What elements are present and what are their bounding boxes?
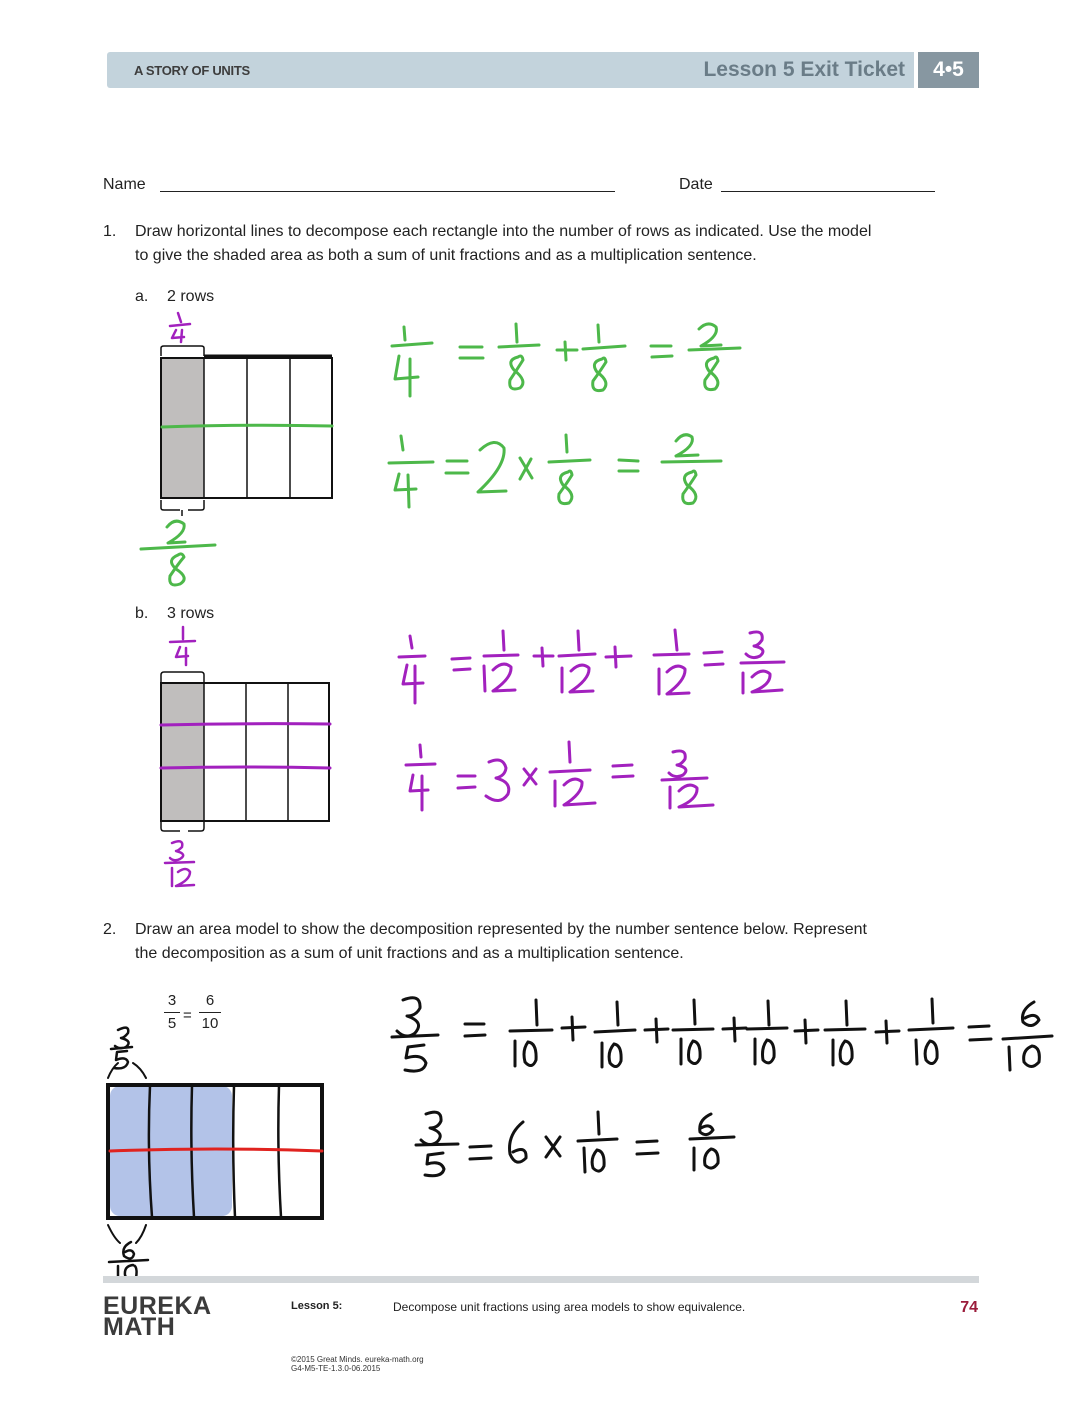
copyright-line-1: ©2015 Great Minds. eureka-math.org bbox=[291, 1355, 424, 1364]
q2-text-line2: the decomposition as a sum of unit fractions and as a multiplication sentence. bbox=[135, 945, 684, 962]
q1a-equation-2 bbox=[389, 435, 721, 507]
series-title: A STORY OF UNITS bbox=[134, 63, 250, 78]
footer-rule bbox=[103, 1276, 979, 1283]
logo-line-1: EUREKA bbox=[103, 1292, 212, 1320]
footer-description: Decompose unit fractions using area models to show equivalence. bbox=[393, 1300, 746, 1314]
q1a-label: a. bbox=[135, 288, 149, 305]
module-badge: 4•5 bbox=[918, 52, 979, 88]
copyright-line-2: G4-M5-TE-1.3.0-06.2015 bbox=[291, 1364, 381, 1373]
q1b-label: b. bbox=[135, 605, 149, 622]
q2-right-bar bbox=[199, 1012, 221, 1013]
q1-text-line1: Draw horizontal lines to decompose each rectangle into the number of rows as indicated. Use the model bbox=[135, 223, 872, 240]
q1b-row-line-1 bbox=[161, 724, 330, 725]
lesson-title: Lesson 5 Exit Ticket bbox=[703, 58, 905, 81]
footer-copyright bbox=[291, 1355, 424, 1373]
q2-top-fraction bbox=[111, 1028, 132, 1069]
q2-left-bar bbox=[164, 1012, 180, 1013]
name-label: Name bbox=[103, 176, 146, 193]
q1a-area-model bbox=[161, 346, 332, 516]
q2-text-line1: Draw an area model to show the decomposition represented by the number sentence below. Represent bbox=[135, 921, 867, 938]
q1b-row-line-2 bbox=[161, 767, 330, 768]
q2-equation-1 bbox=[392, 998, 1052, 1071]
q2-left-denominator: 5 bbox=[167, 1015, 177, 1032]
q2-left-numerator: 3 bbox=[167, 992, 177, 1009]
q2-area-model bbox=[108, 1063, 322, 1243]
q1b-bottom-fraction bbox=[165, 841, 194, 886]
q1a-equation-1 bbox=[392, 324, 740, 396]
q2-right-numerator: 6 bbox=[205, 992, 215, 1009]
q1-text-line2: to give the shaded area as both a sum of unit fractions and as a multiplication sentence. bbox=[135, 247, 757, 264]
q1b-equation-2 bbox=[406, 742, 713, 810]
q2-right-denominator: 10 bbox=[201, 1015, 219, 1032]
q2-number: 2. bbox=[103, 921, 117, 938]
q1a-top-fraction bbox=[170, 313, 190, 342]
q1b-text: 3 rows bbox=[167, 605, 215, 622]
q1a-bottom-fraction bbox=[141, 521, 215, 585]
date-label: Date bbox=[679, 176, 713, 193]
q2-fraction-left bbox=[160, 992, 184, 1032]
q1b-top-fraction bbox=[170, 627, 195, 665]
q1a-text: 2 rows bbox=[167, 288, 215, 305]
q1a-row-line bbox=[162, 425, 332, 427]
q1b-equation-1 bbox=[399, 630, 784, 703]
q2-equation-2 bbox=[416, 1112, 734, 1176]
q1b-area-model bbox=[161, 672, 330, 831]
q2-fraction-right bbox=[197, 992, 223, 1032]
footer-lesson-label: Lesson 5: bbox=[291, 1300, 343, 1312]
q2-equals-sign: = bbox=[183, 1007, 192, 1024]
q1-number: 1. bbox=[103, 223, 117, 240]
logo-line-2: MATH bbox=[103, 1313, 176, 1341]
page-number: 74 bbox=[960, 1299, 978, 1316]
eureka-math-logo bbox=[103, 1292, 212, 1341]
